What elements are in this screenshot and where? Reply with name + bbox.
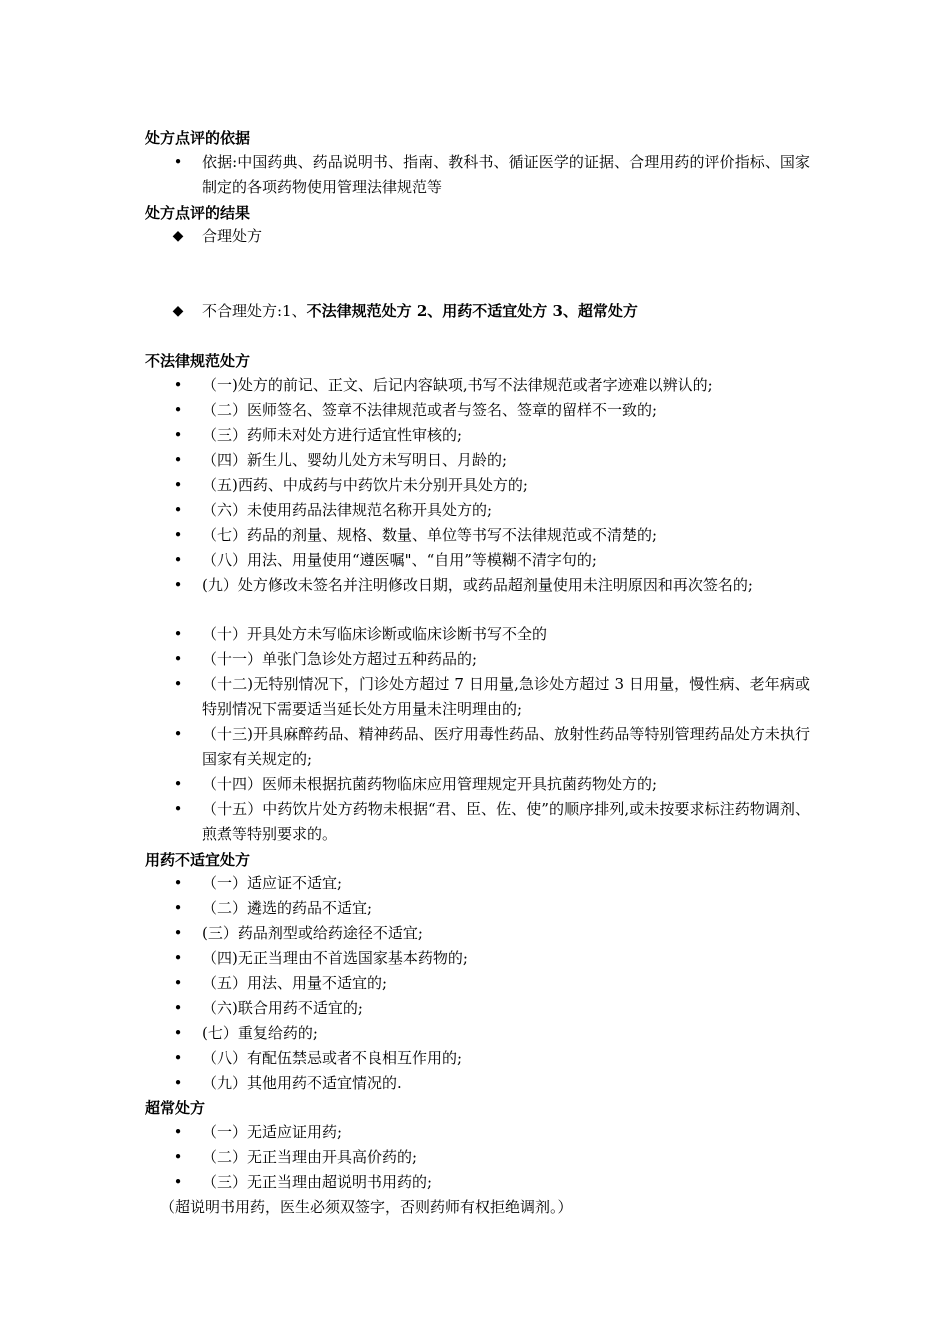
nonstandard-item-text: （一)处方的前记、正文、后记内容缺项,书写不法律规范或者字迹难以辨认的; bbox=[202, 376, 713, 394]
bullet-icon: • bbox=[173, 1024, 183, 1042]
bullet-icon: • bbox=[173, 725, 183, 743]
nonstandard-item-text: （十二)无特别情况下，门诊处方超过 7 日用量,急诊处方超过 3 日用量，慢性病、老年病或特别情况下需要适当延长处方用量未注明理由的; bbox=[202, 675, 810, 718]
abnormal-item-text: （二）无正当理由开具高价药的; bbox=[202, 1148, 418, 1166]
nonstandard-item-text: （三）药师未对处方进行适宜性审核的; bbox=[202, 426, 463, 444]
bullet-icon: • bbox=[173, 1074, 183, 1092]
nonstandard-item-text: （四）新生儿、婴幼儿处方未写明日、月龄的; bbox=[202, 451, 508, 469]
nonstandard-heading: 不法律规范处方 bbox=[145, 352, 251, 370]
bullet-icon: • bbox=[173, 625, 183, 643]
bullet-icon: • bbox=[173, 650, 183, 668]
nonstandard-item-text: （十五）中药饮片处方药物未根据“君、臣、佐、使”的顺序排列,或未按要求标注药物调剂、煎煮等特别要求的。 bbox=[202, 800, 810, 843]
bullet-icon: • bbox=[173, 924, 183, 942]
unsuitable-item-text: （四)无正当理由不首选国家基本药物的; bbox=[202, 949, 468, 967]
bullet-icon: • bbox=[173, 974, 183, 992]
nonstandard-item-text: （十三)开具麻醉药品、精神药品、医疗用毒性药品、放射性药品等特别管理药品处方未执行国家有关规定的; bbox=[202, 725, 810, 768]
bullet-icon: • bbox=[173, 551, 183, 569]
nonstandard-item-text: （十四）医师未根据抗菌药物临床应用管理规定开具抗菌药物处方的; bbox=[202, 775, 658, 793]
nonstandard-item-text: （六）未使用药品法律规范名称开具处方的; bbox=[202, 501, 493, 519]
bullet-icon: • bbox=[173, 476, 183, 494]
unsuitable-item-text: (三）药品剂型或给药途径不适宜; bbox=[202, 924, 423, 942]
diamond-bullet-icon: ◆ bbox=[172, 228, 184, 244]
abnormal-heading: 超常处方 bbox=[145, 1099, 206, 1117]
bullet-icon: • bbox=[173, 675, 183, 693]
nonstandard-item-text: (九）处方修改未签名并注明修改日期，或药品超剂量使用未注明原因和再次签名的; bbox=[202, 576, 753, 594]
basis-item-text: 依据:中国药典、药品说明书、指南、教科书、循证医学的证据、合理用药的评价指标、国家制定的各项药物使用管理法律规范等 bbox=[202, 153, 810, 196]
bullet-icon: • bbox=[173, 401, 183, 419]
bullet-icon: • bbox=[173, 800, 183, 818]
unsuitable-item-text: （九）其他用药不适宜情况的. bbox=[202, 1074, 402, 1092]
bullet-icon: • bbox=[173, 949, 183, 967]
nonstandard-item-text: （八）用法、用量使用“遵医嘱"、“自用”等模糊不清字句的; bbox=[202, 551, 597, 569]
unsuitable-item-text: (七）重复给药的; bbox=[202, 1024, 318, 1042]
bullet-icon: • bbox=[173, 576, 183, 594]
bullet-icon: • bbox=[173, 1148, 183, 1166]
unsuitable-item-text: （一）适应证不适宜; bbox=[202, 874, 343, 892]
bullet-icon: • bbox=[173, 1123, 183, 1141]
nonstandard-item-text: （十）开具处方未写临床诊断或临床诊断书写不全的 bbox=[202, 625, 548, 643]
result-unreasonable-prefix: 不合理处方:1、 bbox=[202, 302, 307, 320]
unsuitable-item-text: （五）用法、用量不适宜的; bbox=[202, 974, 388, 992]
unsuitable-heading: 用药不适宜处方 bbox=[145, 851, 251, 869]
unsuitable-item-text: （六)联合用药不适宜的; bbox=[202, 999, 363, 1017]
bullet-icon: • bbox=[173, 899, 183, 917]
result-unreasonable-types: 不法律规范处方 2、用药不适宜处方 3、超常处方 bbox=[306, 302, 638, 320]
basis-heading: 处方点评的依据 bbox=[145, 129, 251, 147]
unsuitable-item-text: （八）有配伍禁忌或者不良相互作用的; bbox=[202, 1049, 463, 1067]
bullet-icon: • bbox=[173, 526, 183, 544]
diamond-bullet-icon: ◆ bbox=[172, 303, 184, 319]
bullet-icon: • bbox=[173, 775, 183, 793]
abnormal-note: （超说明书用药，医生必须双签字，否则药师有权拒绝调剂。） bbox=[160, 1198, 573, 1216]
bullet-icon: • bbox=[173, 1049, 183, 1067]
result-heading: 处方点评的结果 bbox=[145, 204, 251, 222]
bullet-icon: • bbox=[173, 501, 183, 519]
nonstandard-item-text: （七）药品的剂量、规格、数量、单位等书写不法律规范或不清楚的; bbox=[202, 526, 658, 544]
result-unreasonable-text bbox=[202, 299, 810, 324]
unsuitable-item-text: （二）遴选的药品不适宜; bbox=[202, 899, 373, 917]
bullet-icon: • bbox=[173, 999, 183, 1017]
bullet-icon: • bbox=[173, 153, 183, 171]
result-reasonable-text: 合理处方 bbox=[202, 227, 263, 245]
bullet-icon: • bbox=[173, 426, 183, 444]
nonstandard-item-text: （五)西药、中成药与中药饮片未分别开具处方的; bbox=[202, 476, 528, 494]
bullet-icon: • bbox=[173, 376, 183, 394]
nonstandard-item-text: （十一）单张门急诊处方超过五种药品的; bbox=[202, 650, 478, 668]
bullet-icon: • bbox=[173, 1173, 183, 1191]
abnormal-item-text: （三）无正当理由超说明书用药的; bbox=[202, 1173, 433, 1191]
bullet-icon: • bbox=[173, 874, 183, 892]
bullet-icon: • bbox=[173, 451, 183, 469]
nonstandard-item-text: （二）医师签名、签章不法律规范或者与签名、签章的留样不一致的; bbox=[202, 401, 658, 419]
abnormal-item-text: （一）无适应证用药; bbox=[202, 1123, 343, 1141]
